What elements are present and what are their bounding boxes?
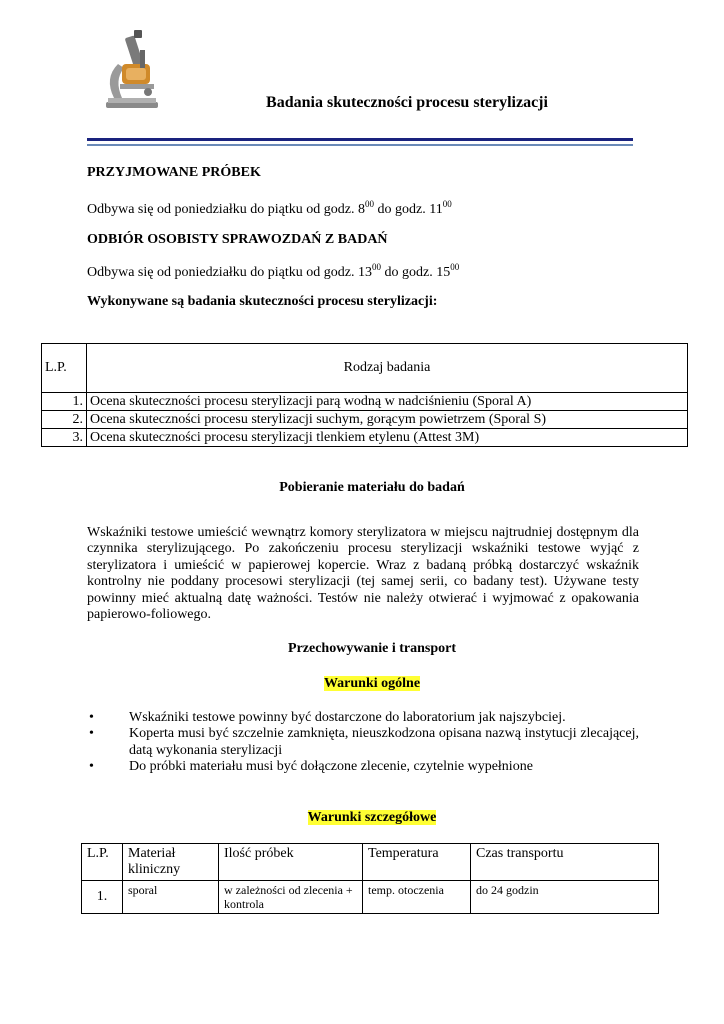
list-item: • Wskaźniki testowe powinny być dostarczone do laboratorium jak najszybciej. — [89, 710, 566, 725]
col-lp: L.P. — [82, 844, 123, 881]
table-row — [82, 881, 659, 914]
row-lp: 3. — [42, 429, 87, 447]
col-temperature: Temperatura — [363, 844, 471, 881]
table-header-row — [42, 344, 688, 393]
bullet-icon: • — [89, 759, 94, 775]
row-lp: 1. — [82, 881, 123, 914]
row-lp: 1. — [42, 393, 87, 411]
row-material: sporal — [123, 881, 219, 914]
accept-hours: Odbywa się od poniedziałku do piątku od godz. $8^{00}$ do godz. $11^{00}$ — [87, 199, 452, 217]
conditions-list — [87, 710, 639, 776]
sampling-heading: Pobieranie materiału do badań — [279, 480, 465, 495]
accept-heading: PRZYJMOWANE PRÓBEK — [87, 165, 261, 180]
row-temperature: temp. otoczenia — [363, 881, 471, 914]
pickup-heading: ODBIÓR OSOBISTY SPRAWOZDAŃ Z BADAŃ — [87, 232, 388, 247]
bullet-icon: • — [89, 710, 94, 725]
row-count: w zależności od zlecenia + kontrola — [219, 881, 363, 914]
detail-conditions-heading: Warunki szczegółowe — [307, 810, 437, 825]
list-item: • Koperta musi być szczelnie zamknięta, nieuszkodzona opisana nazwą instytucji zlecającej, datą wykonania sterylizacji — [89, 726, 639, 758]
page-title: Badania skuteczności procesu sterylizacji — [266, 94, 548, 111]
row-type: Ocena skuteczności procesu sterylizacji parą wodną w nadciśnieniu (Sporal A) — [87, 393, 688, 411]
row-type: Ocena skuteczności procesu sterylizacji tlenkiem etylenu (Attest 3M) — [87, 429, 688, 447]
header-rule — [87, 138, 633, 141]
detail-table — [81, 843, 659, 914]
list-item: • Do próbki materiału musi być dołączone zlecenie, czytelnie wypełnione — [89, 759, 533, 775]
sampling-text: Wskaźniki testowe umieścić wewnątrz komory sterylizatora w miejscu najtrudniej dostępnym dla czynnika sterylizującego. Po zakończeniu procesu sterylizacji wskaźniki testowe wyjąć z sterylizatora i umieścić w papierowej kopercie. Wraz z badaną próbką dostarczyć wskaźnik kontrolny nie poddany procesowi sterylizacji (tej samej serii, co badany test). Używane testy powinny mieć aktualną datę ważności. Testów nie należy otwierać i wyjmować z opakowania papierowo-foliowego. — [87, 525, 639, 623]
table-row — [42, 411, 688, 429]
tests-table — [41, 343, 688, 447]
col-type: Rodzaj badania — [87, 344, 688, 393]
table-row — [42, 429, 688, 447]
row-lp: 2. — [42, 411, 87, 429]
storage-heading: Przechowywanie i transport — [288, 641, 456, 656]
col-lp: L.P. — [42, 344, 87, 393]
row-time: do 24 godzin — [471, 881, 659, 914]
general-conditions-heading: Warunki ogólne — [323, 676, 421, 691]
pickup-hours: Odbywa się od poniedziałku do piątku od godz. $13^{00}$ do godz. $15^{00}$ — [87, 262, 460, 280]
table-row — [42, 393, 688, 411]
row-type: Ocena skuteczności procesu sterylizacji suchym, gorącym powietrzem (Sporal S) — [87, 411, 688, 429]
tests-heading: Wykonywane są badania skuteczności procesu sterylizacji: — [87, 294, 438, 309]
col-count: Ilość próbek — [219, 844, 363, 881]
col-material: Materiał kliniczny — [123, 844, 219, 881]
col-time: Czas transportu — [471, 844, 659, 881]
header-rule-thin — [87, 144, 633, 146]
table-header-row — [82, 844, 659, 881]
bullet-icon: • — [89, 726, 94, 742]
